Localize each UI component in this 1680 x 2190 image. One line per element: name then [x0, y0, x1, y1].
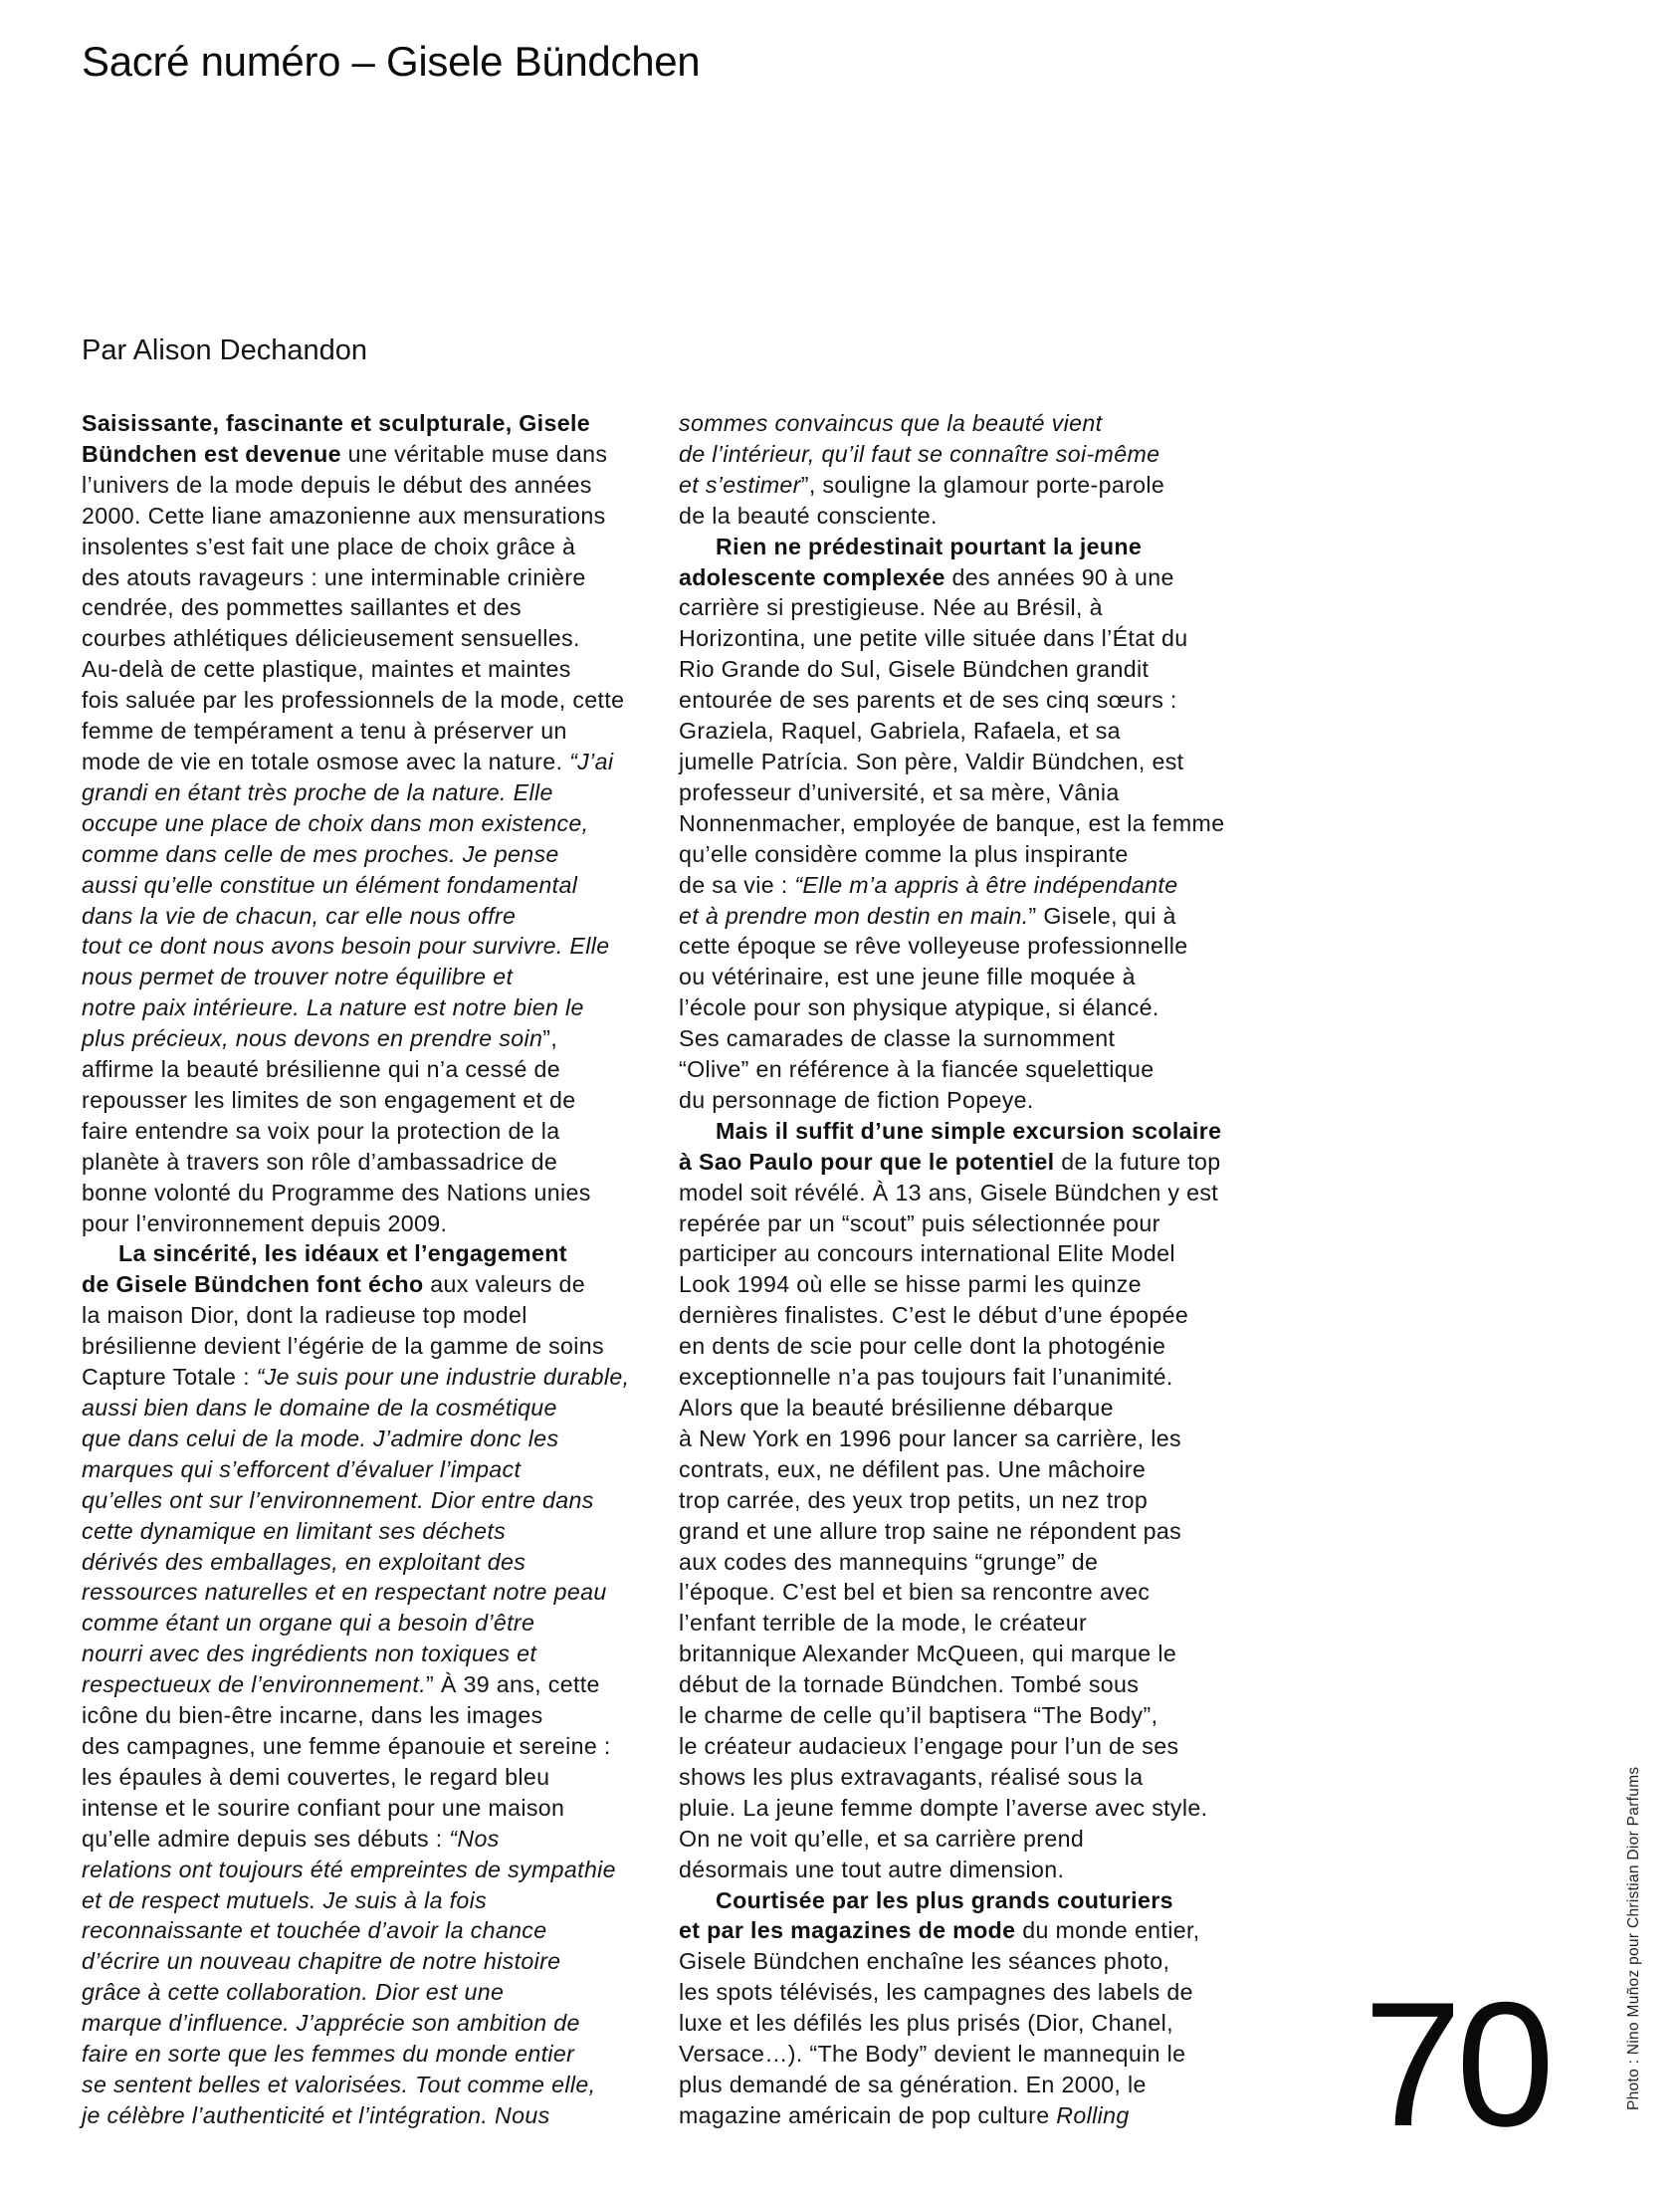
text-line [679, 1577, 1251, 1608]
quote-text: d’écrire un nouveau chapitre de notre histoire [82, 1948, 561, 1975]
text-line [679, 501, 1251, 532]
body-text: désormais une tout autre dimension. [679, 1856, 1065, 1882]
text-line [82, 2070, 654, 2100]
body-text: fois saluée par les professionnels de la mode, cette [82, 687, 625, 714]
body-text: affirme la beauté brésilienne qui n’a cessé de [82, 1056, 561, 1083]
text-line [679, 1269, 1251, 1300]
text-line [82, 992, 654, 1023]
text-line [82, 1608, 654, 1639]
body-text: cendrée, des pommettes saillantes et des [82, 594, 522, 621]
body-text: du monde entier, [1015, 1917, 1200, 1944]
quote-text: tout ce dont nous avons besoin pour survivre. Elle [82, 933, 610, 960]
text-line [679, 1915, 1251, 1946]
author-byline: Par Alison Dechandon [82, 334, 367, 366]
body-text: pluie. La jeune femme dompte l’averse avec style. [679, 1794, 1208, 1821]
text-line [679, 562, 1251, 593]
text-line [82, 592, 654, 623]
lead-text: de Gisele Bündchen font écho [82, 1271, 424, 1298]
quote-text: dans la vie de chacun, car elle nous offre [82, 902, 517, 929]
text-line [82, 1885, 654, 1916]
text-line [679, 592, 1251, 623]
text-line [679, 654, 1251, 685]
text-line [679, 2039, 1251, 2070]
body-text: qu’elle considère comme la plus inspirante [679, 840, 1129, 867]
text-line [679, 1208, 1251, 1239]
body-text: courbes athlétiques délicieusement sensuelles. [82, 625, 580, 652]
text-line [679, 470, 1251, 501]
text-line [679, 716, 1251, 747]
text-line [679, 1824, 1251, 1855]
body-text: carrière si prestigieuse. Née au Brésil, à [679, 594, 1103, 621]
body-text: l’époque. C’est bel et bien sa rencontre avec [679, 1579, 1151, 1606]
text-line [82, 1424, 654, 1454]
text-line [679, 747, 1251, 777]
body-text: “Olive” en référence à la fiancée squelettique [679, 1056, 1155, 1083]
body-text: le charme de celle qu’il baptisera “The Body”, [679, 1702, 1158, 1729]
text-line [82, 470, 654, 501]
text-line [679, 1793, 1251, 1824]
body-text: Alors que la beauté brésilienne débarque [679, 1395, 1114, 1421]
text-line [679, 777, 1251, 808]
text-line [82, 962, 654, 992]
body-text: aux codes des mannequins “grunge” de [679, 1548, 1099, 1575]
body-text: début de la tornade Bündchen. Tombé sous [679, 1671, 1140, 1698]
text-line [679, 1054, 1251, 1085]
quote-text: plus précieux, nous devons en prendre soin [82, 1025, 543, 1052]
text-line [82, 777, 654, 808]
quote-text: grandi en étant très proche de la nature. Elle [82, 778, 553, 805]
text-line [82, 1577, 654, 1608]
text-line [679, 1424, 1251, 1454]
text-line [679, 1331, 1251, 1362]
lead-text: Saisissante, fascinante et sculpturale, Gisele [82, 410, 590, 436]
text-line [82, 685, 654, 716]
lead-text: à Sao Paulo pour que le potentiel [679, 1148, 1055, 1175]
body-text: ” Gisele, qui à [1028, 902, 1176, 929]
lead-text: Mais il suffit d’une simple excursion scolaire [716, 1117, 1222, 1144]
text-line [82, 1824, 654, 1855]
quote-text: relations ont toujours été empreintes de sympathie [82, 1856, 616, 1882]
lead-text: Rien ne prédestinait pourtant la jeune [716, 533, 1143, 559]
quote-text: sommes convaincus que la beauté vient [679, 410, 1103, 436]
quote-text: marques qui s’efforcent d’évaluer l’impact [82, 1455, 522, 1482]
quote-text: Rolling [1056, 2101, 1130, 2128]
body-text: les spots télévisés, les campagnes des labels de [679, 1979, 1193, 2006]
text-line [679, 808, 1251, 839]
text-line [679, 1700, 1251, 1731]
photo-credit: Photo : Nino Muñoz pour Christian Dior Parfums [1625, 1766, 1642, 2110]
text-line [82, 532, 654, 562]
quote-text: ressources naturelles et en respectant notre peau [82, 1579, 607, 1606]
text-line [82, 2039, 654, 2070]
text-line [82, 562, 654, 593]
text-line [679, 1855, 1251, 1885]
quote-text: je célèbre l’authenticité et l’intégration. Nous [82, 2101, 550, 2128]
quote-text: aussi qu’elle constitue un élément fondamental [82, 871, 578, 898]
body-text: en dents de scie pour celle dont la photogénie [679, 1333, 1166, 1360]
body-text: shows les plus extravagants, réalisé sous la [679, 1763, 1144, 1790]
text-line [82, 408, 654, 439]
text-line [679, 1362, 1251, 1393]
text-line [82, 1977, 654, 2008]
text-line [679, 1639, 1251, 1669]
text-line [82, 1331, 654, 1362]
text-line [82, 747, 654, 777]
text-line [82, 1639, 654, 1669]
body-text: des années 90 à une [945, 563, 1174, 590]
text-line [679, 408, 1251, 439]
quote-text: qu’elles ont sur l’environnement. Dior entre dans [82, 1486, 594, 1513]
text-line [82, 1731, 654, 1762]
body-text: femme de tempérament a tenu à préserver un [82, 718, 567, 745]
body-text: professeur d’université, et sa mère, Vânia [679, 778, 1120, 805]
text-line [82, 1393, 654, 1424]
body-text: cette époque se rêve volleyeuse professionnelle [679, 933, 1188, 960]
body-text: participer au concours international Elite Model [679, 1240, 1175, 1267]
lead-text: Bündchen est devenue [82, 440, 341, 467]
body-text: icône du bien-être incarne, dans les images [82, 1702, 543, 1729]
text-line [679, 1147, 1251, 1178]
article-title: Sacré numéro – Gisele Bündchen [82, 38, 701, 85]
text-line [679, 2100, 1251, 2131]
quote-text: comme dans celle de mes proches. Je pense [82, 840, 559, 867]
text-line [82, 870, 654, 901]
quote-text: et s’estimer [679, 471, 801, 498]
body-text: jumelle Patrícia. Son père, Valdir Bündchen, est [679, 748, 1184, 774]
quote-text: grâce à cette collaboration. Dior est une [82, 1979, 505, 2006]
body-text: de la future top [1054, 1148, 1221, 1175]
text-line [82, 1054, 654, 1085]
body-text: pour l’environnement depuis 2009. [82, 1209, 448, 1236]
body-text: Horizontina, une petite ville située dans l’État du [679, 625, 1188, 652]
body-text: Nonnenmacher, employée de banque, est la femme [679, 809, 1225, 836]
body-text: planète à travers son rôle d’ambassadrice de [82, 1148, 558, 1175]
text-line [679, 1762, 1251, 1793]
page-number: 70 [1364, 1965, 1549, 2163]
quote-text: et de respect mutuels. Je suis à la fois [82, 1886, 488, 1913]
quote-text: “Elle m’a appris à être indépendante [794, 871, 1178, 898]
text-line [679, 1393, 1251, 1424]
lead-text: La sincérité, les idéaux et l’engagement [118, 1240, 567, 1267]
text-line [82, 901, 654, 932]
body-text: ” À 39 ans, cette [425, 1671, 600, 1698]
body-text: Ses camarades de classe la surnomment [679, 1025, 1116, 1052]
body-text: Versace…). “The Body” devient le mannequin le [679, 2041, 1186, 2068]
text-line [82, 1669, 654, 1700]
text-line [679, 2008, 1251, 2039]
text-line [82, 501, 654, 532]
text-line [82, 1178, 654, 1208]
quote-text: comme étant un organe qui a besoin d’être [82, 1610, 535, 1637]
text-line [82, 1362, 654, 1393]
body-text: du personnage de fiction Popeye. [679, 1086, 1034, 1113]
text-line [82, 1085, 654, 1116]
text-line [82, 1454, 654, 1485]
body-text: des atouts ravageurs : une interminable crinière [82, 563, 586, 590]
body-text: model soit révélé. À 13 ans, Gisele Bündchen y est [679, 1179, 1219, 1205]
body-text: ”, souligne la glamour porte-parole [800, 471, 1165, 498]
body-text: aux valeurs de [423, 1271, 585, 1298]
body-text: l’enfant terrible de la mode, le créateur [679, 1610, 1088, 1637]
quote-text: se sentent belles et valorisées. Tout comme elle, [82, 2071, 596, 2097]
body-text: de la beauté consciente. [679, 502, 938, 529]
body-text: entourée de ses parents et de ses cinq sœurs : [679, 687, 1177, 714]
body-text: le créateur audacieux l’engage pour l’un de ses [679, 1732, 1179, 1759]
body-text: mode de vie en totale osmose avec la nature. [82, 748, 570, 774]
text-line [679, 685, 1251, 716]
body-text: luxe et les défilés les plus prisés (Dior, Chanel, [679, 2010, 1173, 2037]
quote-text: nous permet de trouver notre équilibre et [82, 964, 514, 990]
lead-text: adolescente complexée [679, 563, 945, 590]
quote-text: nourri avec des ingrédients non toxiques et [82, 1641, 537, 1667]
body-text: qu’elle admire depuis ses débuts : [82, 1825, 450, 1852]
body-text: exceptionnelle n’a pas toujours fait l’unanimité. [679, 1364, 1173, 1391]
text-line [679, 2070, 1251, 2100]
body-text: la maison Dior, dont la radieuse top model [82, 1302, 527, 1329]
quote-text: que dans celui de la mode. J’admire donc les [82, 1424, 559, 1451]
text-line [679, 1485, 1251, 1516]
body-text: intense et le sourire confiant pour une maison [82, 1794, 565, 1821]
quote-text: et à prendre mon destin en main. [679, 902, 1029, 929]
body-text: grand et une allure trop saine ne répondent pas [679, 1517, 1182, 1544]
text-line [82, 1238, 654, 1269]
body-text: magazine américain de pop culture [679, 2101, 1057, 2128]
text-line [82, 623, 654, 654]
quote-text: “J’ai [569, 748, 614, 774]
body-text: repérée par un “scout” puis sélectionnée pour [679, 1209, 1160, 1236]
text-line [82, 1915, 654, 1946]
quote-text: notre paix intérieure. La nature est notre bien le [82, 994, 584, 1021]
text-line [82, 931, 654, 962]
text-line [679, 901, 1251, 932]
text-line [82, 1116, 654, 1147]
text-line [82, 1485, 654, 1516]
body-text: Au-delà de cette plastique, maintes et maintes [82, 656, 571, 683]
body-text: les épaules à demi couvertes, le regard bleu [82, 1763, 550, 1790]
text-line [82, 839, 654, 870]
text-line [82, 1023, 654, 1054]
text-line [679, 1300, 1251, 1331]
body-text: ou vétérinaire, est une jeune fille moquée à [679, 964, 1136, 990]
body-text: Capture Totale : [82, 1364, 257, 1391]
text-line [679, 992, 1251, 1023]
text-line [679, 1977, 1251, 2008]
text-line [679, 839, 1251, 870]
text-line [679, 1731, 1251, 1762]
text-line [679, 962, 1251, 992]
text-line [82, 2100, 654, 2131]
quote-text: respectueux de l’environnement. [82, 1671, 426, 1698]
article-column-left [82, 408, 654, 2131]
text-line [82, 1946, 654, 1977]
text-line [679, 1547, 1251, 1578]
text-line [82, 1269, 654, 1300]
text-line [679, 1116, 1251, 1147]
text-line [82, 1516, 654, 1547]
text-line [679, 870, 1251, 901]
quote-text: “Je suis pour une industrie durable, [256, 1364, 630, 1391]
body-text: bonne volonté du Programme des Nations unies [82, 1179, 591, 1205]
body-text: ”, [542, 1025, 558, 1052]
article-column-right [679, 408, 1251, 2131]
text-line [82, 716, 654, 747]
body-text: des campagnes, une femme épanouie et sereine : [82, 1732, 611, 1759]
body-text: plus demandé de sa génération. En 2000, le [679, 2071, 1147, 2097]
text-line [679, 1516, 1251, 1547]
body-text: Look 1994 où elle se hisse parmi les quinze [679, 1271, 1142, 1298]
quote-text: aussi bien dans le domaine de la cosmétique [82, 1395, 557, 1421]
body-text: Gisele Bündchen enchaîne les séances photo, [679, 1948, 1170, 1975]
text-line [82, 1762, 654, 1793]
body-text: l’univers de la mode depuis le début des années [82, 471, 592, 498]
body-text: insolentes s’est fait une place de choix grâce à [82, 533, 576, 559]
body-text: Graziela, Raquel, Gabriela, Rafaela, et sa [679, 718, 1121, 745]
text-line [82, 1300, 654, 1331]
quote-text: cette dynamique en limitant ses déchets [82, 1517, 507, 1544]
text-line [679, 931, 1251, 962]
body-text: l’école pour son physique atypique, si élancé. [679, 994, 1159, 1021]
text-line [82, 1793, 654, 1824]
body-text: Rio Grande do Sul, Gisele Bündchen grandit [679, 656, 1150, 683]
text-line [679, 1085, 1251, 1116]
text-line [679, 1946, 1251, 1977]
body-text: On ne voit qu’elle, et sa carrière prend [679, 1825, 1085, 1852]
quote-text: “Nos [449, 1825, 500, 1852]
text-line [679, 1454, 1251, 1485]
text-line [82, 1208, 654, 1239]
text-line [82, 439, 654, 470]
text-line [82, 1700, 654, 1731]
body-text: repousser les limites de son engagement et de [82, 1086, 576, 1113]
lead-text: Courtisée par les plus grands couturiers [716, 1886, 1173, 1913]
quote-text: occupe une place de choix dans mon existence, [82, 809, 589, 836]
quote-text: faire en sorte que les femmes du monde entier [82, 2041, 575, 2068]
quote-text: dérivés des emballages, en exploitant des [82, 1548, 526, 1575]
text-line [679, 532, 1251, 562]
text-line [679, 1178, 1251, 1208]
text-line [82, 1547, 654, 1578]
text-line [679, 1608, 1251, 1639]
body-text: 2000. Cette liane amazonienne aux mensurations [82, 502, 606, 529]
body-text: une véritable muse dans [340, 440, 608, 467]
quote-text: de l’intérieur, qu’il faut se connaître soi-même [679, 440, 1160, 467]
text-line [82, 654, 654, 685]
text-line [679, 1885, 1251, 1916]
lead-text: et par les magazines de mode [679, 1917, 1016, 1944]
body-text: britannique Alexander McQueen, qui marque le [679, 1641, 1177, 1667]
body-text: dernières finalistes. C’est le début d’une épopée [679, 1302, 1189, 1329]
body-text: faire entendre sa voix pour la protection de la [82, 1117, 560, 1144]
text-line [679, 439, 1251, 470]
text-line [82, 2008, 654, 2039]
text-line [679, 1238, 1251, 1269]
body-text: brésilienne devient l’égérie de la gamme de soins [82, 1333, 604, 1360]
text-line [679, 1023, 1251, 1054]
body-text: de sa vie : [679, 871, 795, 898]
text-line [679, 1669, 1251, 1700]
quote-text: marque d’influence. J’apprécie son ambition de [82, 2010, 580, 2037]
text-line [82, 1147, 654, 1178]
text-line [679, 623, 1251, 654]
body-text: à New York en 1996 pour lancer sa carrière, les [679, 1424, 1181, 1451]
body-text: trop carrée, des yeux trop petits, un nez trop [679, 1486, 1149, 1513]
body-text: contrats, eux, ne défilent pas. Une mâchoire [679, 1455, 1147, 1482]
quote-text: reconnaissante et touchée d’avoir la chance [82, 1917, 547, 1944]
text-line [82, 1855, 654, 1885]
text-line [82, 808, 654, 839]
